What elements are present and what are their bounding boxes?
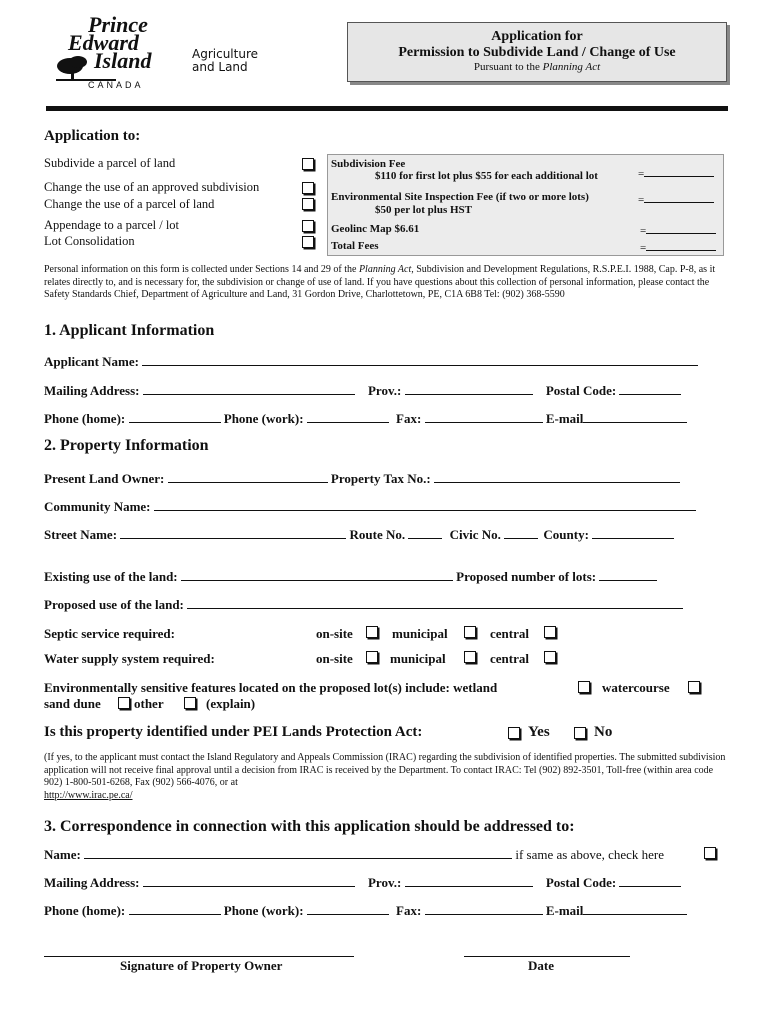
watercourse-checkbox[interactable]	[688, 681, 700, 693]
corr-mailing-field[interactable]	[143, 874, 355, 887]
explain-label: (explain)	[206, 696, 256, 711]
option-change-approved: Change the use of an approved subdivision	[44, 180, 260, 194]
date-line[interactable]	[464, 956, 630, 957]
irac-note: (If yes, to the applicant must contact the Island Regulatory and Appeals Commission (IRAC) regarding the subdivision of identified properties. The submitted subdivision application will not receive final approval until a decision from IRAC is received by the Department. To contact IRAC: Tel (902) 892-3501, Toll-free (within area code 902) 1-800-501-6268, Fax (902) 566-4076, or at http://www.irac.pe.ca/	[44, 752, 726, 801]
corr-phone-home-field[interactable]	[129, 902, 221, 915]
change-approved-checkbox[interactable]	[302, 182, 314, 194]
septic-onsite-checkbox[interactable]	[366, 626, 378, 638]
geolinc-fee-label: Geolinc Map $6.61	[331, 223, 420, 235]
septic-municipal-checkbox[interactable]	[464, 626, 476, 638]
option-consolidation: Lot Consolidation	[44, 234, 135, 248]
septic-central-checkbox[interactable]	[544, 626, 556, 638]
env-features-label: Environmentally sensitive features located on the proposed lot(s) include: wetland	[44, 680, 498, 695]
department-name: Agriculture and Land	[192, 47, 258, 74]
water-onsite-label: on-site	[316, 651, 353, 666]
corr-phone-row: Phone (home): Phone (work): Fax: E-mail	[44, 902, 687, 919]
form-title-box	[347, 22, 727, 82]
corr-mailing-row: Mailing Address: Prov.: Postal Code:	[44, 874, 681, 891]
mailing-address-field[interactable]	[143, 382, 355, 395]
water-onsite-checkbox[interactable]	[366, 651, 378, 663]
water-municipal-label: municipal	[390, 651, 446, 666]
phone-work-field[interactable]	[307, 410, 389, 423]
form-subtitle: Pursuant to the Planning Act	[473, 61, 601, 73]
logo-text-prince: Prince	[88, 12, 148, 37]
form-title-line1: Application for	[491, 29, 583, 44]
consolidation-checkbox[interactable]	[302, 236, 314, 248]
septic-onsite-label: on-site	[316, 626, 353, 641]
proposed-use-row: Proposed use of the land:	[44, 596, 683, 613]
water-municipal-checkbox[interactable]	[464, 651, 476, 663]
other-label: other	[134, 696, 164, 711]
date-label: Date	[528, 958, 554, 973]
logo-text-edward: Edward	[68, 30, 139, 55]
sand-dune-label: sand dune	[44, 696, 101, 711]
phone-home-field[interactable]	[129, 410, 221, 423]
community-row: Community Name:	[44, 498, 696, 515]
lands-no-label: No	[594, 724, 613, 740]
civic-field[interactable]	[504, 526, 538, 539]
appendage-checkbox[interactable]	[302, 220, 314, 232]
watercourse-label: watercourse	[602, 680, 670, 695]
county-field[interactable]	[592, 526, 674, 539]
section2-heading: 2. Property Information	[44, 437, 209, 454]
street-field[interactable]	[120, 526, 346, 539]
change-parcel-checkbox[interactable]	[302, 198, 314, 210]
phone-row: Phone (home): Phone (work): Fax: E-mail	[44, 410, 687, 427]
present-owner-field[interactable]	[168, 470, 328, 483]
proposed-use-field[interactable]	[187, 596, 683, 609]
corr-name-field[interactable]	[84, 846, 512, 859]
logo-text-island: Island	[94, 48, 152, 73]
lands-yes-checkbox[interactable]	[508, 727, 520, 739]
total-fees-label: Total Fees	[331, 240, 379, 252]
irac-link[interactable]: http://www.irac.pe.ca/	[44, 789, 133, 801]
fax-field[interactable]	[425, 410, 543, 423]
privacy-notice: Personal information on this form is collected under Sections 14 and 29 of the Planning Act, Subdivision and Development Regulations, R.S.P.E.I. 1988, Cap. P-8, as it relates directly to, and is necessary for, the subdivision or change of use of land. If you have questions about this collection of personal information, please contact the Safety Standards Chief, Department of Agriculture and Land, 31 Gordon Drive, Charlottetown, PE, C1A 6B8 Tel: (902) 368-5590	[44, 264, 716, 300]
corr-prov-field[interactable]	[405, 874, 533, 887]
lands-no-checkbox[interactable]	[574, 727, 586, 739]
option-subdivide: Subdivide a parcel of land	[44, 156, 176, 170]
route-field[interactable]	[408, 526, 442, 539]
existing-use-row: Existing use of the land: Proposed number of lots:	[44, 568, 657, 585]
prov-field[interactable]	[405, 382, 533, 395]
lands-protection-question: Is this property identified under PEI Lands Protection Act:	[44, 724, 423, 740]
form-title: Permission to Subdivide Land / Change of Use	[398, 45, 676, 60]
sand-dune-checkbox[interactable]	[118, 697, 130, 709]
total-fees-field[interactable]: =	[640, 238, 716, 254]
env-fee-field[interactable]: =	[638, 190, 714, 206]
option-appendage: Appendage to a parcel / lot	[44, 218, 180, 232]
corr-phone-work-field[interactable]	[307, 902, 389, 915]
community-field[interactable]	[154, 498, 696, 511]
subdivision-fee-detail: $110 for first lot plus $55 for each additional lot	[375, 170, 598, 182]
subdivide-checkbox[interactable]	[302, 158, 314, 170]
section3-heading: 3. Correspondence in connection with this application should be addressed to:	[44, 818, 575, 835]
water-central-checkbox[interactable]	[544, 651, 556, 663]
corr-fax-field[interactable]	[425, 902, 543, 915]
subdivision-fee-label: Subdivision Fee	[331, 158, 406, 170]
corr-email-field[interactable]	[583, 902, 687, 915]
env-fee-label: Environmental Site Inspection Fee (if two or more lots)	[331, 191, 589, 203]
option-change-parcel: Change the use of a parcel of land	[44, 197, 215, 211]
corr-postal-field[interactable]	[619, 874, 681, 887]
env-fee-detail: $50 per lot plus HST	[375, 204, 472, 216]
septic-municipal-label: municipal	[392, 626, 448, 641]
subdivision-fee-field[interactable]: =	[638, 164, 714, 180]
septic-label: Septic service required:	[44, 626, 175, 641]
tax-no-field[interactable]	[434, 470, 680, 483]
mailing-row: Mailing Address: Prov.: Postal Code:	[44, 382, 681, 399]
geolinc-fee-field[interactable]: =	[640, 221, 716, 237]
proposed-lots-field[interactable]	[599, 568, 657, 581]
email-field[interactable]	[583, 410, 687, 423]
applicant-name-field[interactable]	[142, 353, 698, 366]
water-label: Water supply system required:	[44, 651, 215, 666]
postal-code-field[interactable]	[619, 382, 681, 395]
header-rule	[46, 106, 728, 111]
section1-heading: 1. Applicant Information	[44, 322, 215, 339]
lands-yes-label: Yes	[528, 724, 550, 740]
existing-use-field[interactable]	[181, 568, 453, 581]
applicant-name-row: Applicant Name:	[44, 353, 698, 370]
owner-signature-line[interactable]	[44, 956, 354, 957]
water-central-label: central	[490, 651, 529, 666]
street-row: Street Name: Route No. Civic No. County:	[44, 526, 674, 543]
septic-central-label: central	[490, 626, 529, 641]
owner-signature-label: Signature of Property Owner	[120, 958, 283, 973]
application-to-heading: Application to:	[44, 128, 141, 144]
other-checkbox[interactable]	[184, 697, 196, 709]
logo-canada: CANADA	[88, 80, 144, 90]
corr-name-row: Name: if same as above, check here	[44, 847, 665, 862]
same-as-above-checkbox[interactable]	[704, 847, 716, 859]
wetland-checkbox[interactable]	[578, 681, 590, 693]
owner-row: Present Land Owner: Property Tax No.:	[44, 470, 680, 487]
